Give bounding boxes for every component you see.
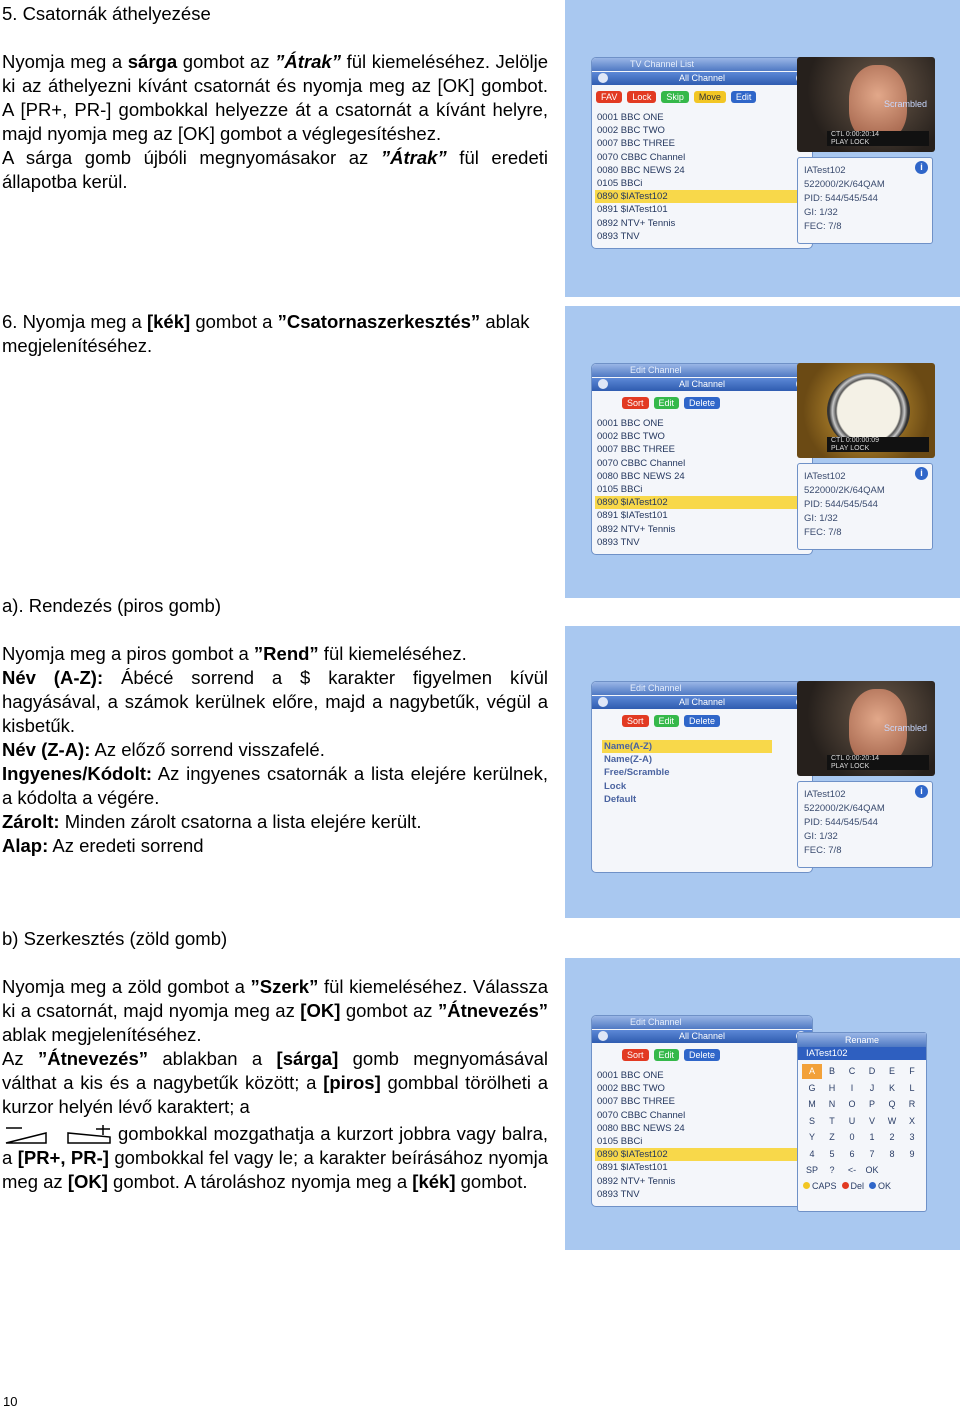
section-a-intro: Nyomja meg a piros gombot a ”Rend” fül kiemeléséhez. bbox=[2, 643, 467, 664]
arrow-left-icon bbox=[598, 73, 608, 83]
screenshot-sort bbox=[565, 626, 960, 918]
info-icon: i bbox=[915, 785, 928, 798]
key[interactable]: V bbox=[868, 1115, 875, 1126]
list-item[interactable]: 0892 NTV+ Tennis bbox=[597, 1175, 676, 1187]
sort-option-name-az[interactable]: Name(A-Z) bbox=[602, 740, 772, 753]
section-b-paragraph-1: Nyomja meg a zöld gombot a ”Szerk” fül kiemeléséhez. Válassza ki a csatornát, majd nyomja meg az [OK] gombot az ”Átnevezés” ablak megjelenítéséhez. bbox=[2, 976, 548, 1045]
tab-move[interactable]: Move bbox=[694, 91, 726, 103]
key[interactable]: Q bbox=[888, 1099, 896, 1109]
key[interactable]: P bbox=[868, 1099, 875, 1109]
ok-hint: OK bbox=[869, 1181, 891, 1191]
rename-title: Rename bbox=[798, 1033, 926, 1047]
info-icon: i bbox=[915, 467, 928, 480]
key[interactable]: D bbox=[868, 1066, 876, 1076]
list-item[interactable]: 0001 BBC ONE bbox=[597, 1070, 664, 1081]
list-item[interactable]: 0891 $IATest101 bbox=[597, 204, 668, 216]
video-preview bbox=[797, 681, 935, 776]
list-item[interactable]: 0893 TNV bbox=[597, 1188, 640, 1200]
key[interactable]: C bbox=[848, 1066, 856, 1076]
sort-option-name-za[interactable]: Name(Z-A) bbox=[604, 754, 653, 766]
rename-dialog bbox=[797, 1032, 927, 1212]
key[interactable]: 8 bbox=[889, 1148, 895, 1159]
tab-edit[interactable]: Edit bbox=[654, 1049, 680, 1061]
section-b bbox=[2, 927, 548, 1194]
list-item[interactable]: 0007 BBC THREE bbox=[597, 1096, 675, 1108]
key-backspace[interactable]: <- bbox=[847, 1165, 857, 1175]
video-preview bbox=[797, 363, 935, 458]
key[interactable]: L bbox=[909, 1082, 915, 1093]
caps-hint: CAPS bbox=[803, 1181, 837, 1191]
list-item[interactable]: 0105 BBCi bbox=[597, 177, 643, 189]
arrow-left-icon bbox=[598, 697, 608, 707]
list-item[interactable]: 0891 $IATest101 bbox=[597, 1162, 668, 1174]
key[interactable]: Y bbox=[808, 1132, 815, 1142]
list-item[interactable]: 0007 BBC THREE bbox=[597, 138, 675, 150]
red-dot-icon bbox=[842, 1182, 849, 1189]
section-6-paragraph: 6. Nyomja meg a [kék] gombot a ”Csatornaszerkesztés” ablak megjelenítéséhez. bbox=[2, 311, 530, 356]
list-item[interactable]: 0001 BBC ONE bbox=[597, 112, 664, 123]
tab-skip[interactable]: Skip bbox=[661, 91, 689, 103]
key[interactable]: A bbox=[802, 1064, 822, 1079]
key[interactable]: M bbox=[808, 1099, 816, 1109]
tab-bar bbox=[596, 87, 761, 100]
key[interactable]: 7 bbox=[869, 1148, 875, 1159]
scrambled-label: Scrambled bbox=[883, 723, 927, 733]
group-bar: All Channel bbox=[592, 696, 812, 709]
key[interactable]: U bbox=[848, 1115, 856, 1126]
yellow-dot-icon bbox=[803, 1182, 810, 1189]
playback-bar: CTL 0:00:00:09 PLAY LOCK bbox=[827, 437, 929, 452]
key[interactable]: G bbox=[808, 1082, 816, 1093]
channel-info-panel: i IATest102 522000/2K/64QAM PID: 544/545/544 GI: 1/32 FEC: 7/8 bbox=[797, 781, 933, 868]
key-space[interactable]: SP bbox=[805, 1165, 818, 1175]
list-item[interactable]: 0080 BBC NEWS 24 bbox=[597, 1122, 685, 1134]
tab-edit[interactable]: Edit bbox=[731, 91, 757, 103]
blue-dot-icon bbox=[869, 1182, 876, 1189]
group-bar: All Channel bbox=[592, 72, 812, 85]
panel-title: TV Channel List bbox=[592, 58, 812, 71]
list-item[interactable]: 0080 BBC NEWS 24 bbox=[597, 470, 685, 482]
list-item[interactable]: 0892 NTV+ Tennis bbox=[597, 217, 676, 229]
screenshot-edit-channel bbox=[565, 306, 960, 598]
tab-bar bbox=[622, 711, 725, 724]
list-item[interactable]: 0002 BBC TWO bbox=[597, 125, 665, 137]
section-b-paragraph-2: Az ”Átnevezés” ablakban a [sárga] gomb megnyomásával válthat a kis és a nagybetűk között; a [piros] gombbal törölheti a kurzor helyén lévő karaktert; a bbox=[2, 1048, 548, 1117]
key[interactable]: O bbox=[848, 1099, 856, 1109]
list-item[interactable]: 0070 CBBC Channel bbox=[597, 1109, 686, 1121]
key[interactable]: I bbox=[850, 1082, 854, 1093]
key[interactable]: 4 bbox=[809, 1148, 815, 1159]
key[interactable]: ? bbox=[829, 1165, 835, 1175]
list-item[interactable]: 0105 BBCi bbox=[597, 483, 643, 495]
key[interactable]: E bbox=[888, 1066, 895, 1076]
list-item[interactable]: 0070 CBBC Channel bbox=[597, 457, 686, 469]
key[interactable]: 2 bbox=[889, 1132, 895, 1142]
scrambled-label: Scrambled bbox=[883, 99, 927, 109]
key[interactable]: 9 bbox=[909, 1148, 915, 1159]
sort-lock: Zárolt: Minden zárolt csatorna a lista elejére került. bbox=[2, 811, 422, 832]
list-item[interactable]: 0002 BBC TWO bbox=[597, 431, 665, 443]
channel-list bbox=[595, 111, 809, 243]
key[interactable]: T bbox=[829, 1115, 835, 1126]
volume-down-icon bbox=[2, 1125, 48, 1145]
panel-title: Edit Channel bbox=[592, 1016, 812, 1029]
channel-info-panel: i IATest102 522000/2K/64QAM PID: 544/545/544 GI: 1/32 FEC: 7/8 bbox=[797, 463, 933, 550]
group-bar: All Channel bbox=[592, 378, 812, 391]
key[interactable]: 0 bbox=[849, 1132, 855, 1142]
key[interactable]: H bbox=[828, 1082, 836, 1093]
arrow-left-icon bbox=[598, 379, 608, 389]
key[interactable]: R bbox=[908, 1099, 916, 1109]
tab-delete[interactable]: Delete bbox=[684, 397, 720, 409]
section-5-paragraph: Nyomja meg a sárga gombot az ”Átrak” fül kiemeléséhez. Jelölje ki az áthelyezni kívánt csatornát és nyomja meg az [OK] gombot. A [PR+, PR-] gombokkal helyezze át a csatornát a kívánt helyre, majd nyomja meg az [OK] gombot a véglegesítéshez. bbox=[2, 51, 548, 144]
tab-edit[interactable]: Edit bbox=[654, 397, 680, 409]
key[interactable]: B bbox=[828, 1066, 835, 1076]
edit-channel-panel bbox=[591, 1015, 813, 1207]
section-b-heading: b) Szerkesztés (zöld gomb) bbox=[2, 928, 228, 949]
rename-input[interactable]: IATest102 bbox=[798, 1047, 926, 1060]
key[interactable]: F bbox=[909, 1066, 915, 1076]
list-item[interactable]: 0007 BBC THREE bbox=[597, 444, 675, 456]
key[interactable]: 1 bbox=[869, 1132, 875, 1142]
tab-bar bbox=[622, 1045, 725, 1058]
rename-legend bbox=[798, 1178, 926, 1194]
list-item[interactable]: 0893 TNV bbox=[597, 230, 640, 242]
channel-list-panel bbox=[591, 57, 813, 249]
sort-options-list bbox=[602, 740, 772, 806]
sort-option-default[interactable]: Default bbox=[604, 793, 637, 805]
edit-channel-panel bbox=[591, 681, 813, 873]
section-a-heading: a). Rendezés (piros gomb) bbox=[2, 595, 222, 616]
list-item-selected[interactable]: 0890 $IATest102 bbox=[595, 496, 809, 509]
key[interactable]: 6 bbox=[849, 1148, 855, 1159]
list-item[interactable]: 0892 NTV+ Tennis bbox=[597, 523, 676, 535]
section-b-paragraph-3: gombokkal mozgathatja a kurzort jobbra vagy balra, a [PR+, PR-] gombokkal fel vagy le; a karakter beírásához nyomja meg az [OK] gombot. A tároláshoz nyomja meg a [kék] gombot. bbox=[2, 1123, 548, 1192]
key[interactable]: K bbox=[888, 1082, 895, 1093]
section-5-paragraph-2: A sárga gomb újbóli megnyomásakor az ”Átrak” fül eredeti állapotba kerül. bbox=[2, 147, 549, 192]
tab-bar bbox=[622, 393, 725, 406]
info-icon: i bbox=[915, 161, 928, 174]
sort-option-lock[interactable]: Lock bbox=[604, 780, 627, 792]
channel-list bbox=[595, 417, 809, 549]
tab-sort[interactable]: Sort bbox=[622, 1049, 649, 1061]
list-item[interactable]: 0001 BBC ONE bbox=[597, 418, 664, 429]
sort-free-scramble: Ingyenes/Kódolt: Az ingyenes csatornák a lista elejére kerülnek, a kódolta a végére. bbox=[2, 763, 548, 808]
channel-info-panel: i IATest102 522000/2K/64QAM PID: 544/545/544 GI: 1/32 FEC: 7/8 bbox=[797, 157, 933, 244]
key[interactable]: 5 bbox=[829, 1148, 835, 1159]
playback-bar: CTL 0:00:20:14 PLAY LOCK bbox=[827, 131, 929, 146]
key[interactable]: Z bbox=[829, 1132, 835, 1142]
list-item-selected[interactable]: 0890 $IATest102 bbox=[595, 190, 809, 203]
list-item[interactable]: 0893 TNV bbox=[597, 536, 640, 548]
list-item[interactable]: 0070 CBBC Channel bbox=[597, 151, 686, 163]
screenshot-rename bbox=[565, 958, 960, 1250]
tab-sort[interactable]: Sort bbox=[622, 715, 649, 727]
list-item[interactable]: 0891 $IATest101 bbox=[597, 510, 668, 522]
arrow-left-icon bbox=[598, 1031, 608, 1041]
list-item[interactable]: 0080 BBC NEWS 24 bbox=[597, 164, 685, 176]
on-screen-keyboard bbox=[798, 1060, 926, 1178]
panel-title: Edit Channel bbox=[592, 364, 812, 377]
volume-up-icon bbox=[66, 1125, 112, 1145]
section-5-heading: 5. Csatornák áthelyezése bbox=[2, 3, 211, 24]
tab-delete[interactable]: Delete bbox=[684, 715, 720, 727]
tab-lock[interactable]: Lock bbox=[627, 91, 656, 103]
panel-title: Edit Channel bbox=[592, 682, 812, 695]
playback-bar: CTL 0:00:20:14 PLAY LOCK bbox=[827, 755, 929, 770]
key-ok[interactable]: OK bbox=[865, 1165, 879, 1175]
tab-fav[interactable]: FAV bbox=[596, 91, 622, 103]
key[interactable]: J bbox=[869, 1082, 875, 1093]
key[interactable]: X bbox=[908, 1115, 915, 1126]
video-preview bbox=[797, 57, 935, 152]
key[interactable]: 3 bbox=[909, 1132, 915, 1142]
page-number: 10 bbox=[3, 1394, 18, 1409]
edit-channel-panel bbox=[591, 363, 813, 555]
section-6 bbox=[2, 310, 548, 358]
list-item[interactable]: 0105 BBCi bbox=[597, 1135, 643, 1147]
screenshot-move bbox=[565, 0, 960, 297]
sort-option-free-scramble[interactable]: Free/Scramble bbox=[604, 767, 670, 779]
list-item-selected[interactable]: 0890 $IATest102 bbox=[595, 1148, 812, 1161]
group-bar: All Channel bbox=[592, 1030, 812, 1043]
del-hint: Del bbox=[842, 1181, 865, 1191]
tab-edit[interactable]: Edit bbox=[654, 715, 680, 727]
channel-list bbox=[595, 1069, 812, 1201]
tab-delete[interactable]: Delete bbox=[684, 1049, 720, 1061]
tab-sort[interactable]: Sort bbox=[622, 397, 649, 409]
key[interactable]: S bbox=[808, 1115, 815, 1126]
section-a bbox=[2, 594, 548, 858]
sort-name-az: Név (A-Z): Ábécé sorrend a $ karakter figyelmen kívül hagyásával, a számok kerülnek előre, majd a nagybetűk, végül a kisbetűk. bbox=[2, 667, 548, 736]
list-item[interactable]: 0002 BBC TWO bbox=[597, 1083, 665, 1095]
key[interactable]: N bbox=[828, 1099, 836, 1109]
section-5 bbox=[2, 2, 548, 194]
sort-default: Alap: Az eredeti sorrend bbox=[2, 835, 204, 856]
key[interactable]: W bbox=[887, 1115, 897, 1126]
sort-name-za: Név (Z-A): Az előző sorrend visszafelé. bbox=[2, 739, 325, 760]
